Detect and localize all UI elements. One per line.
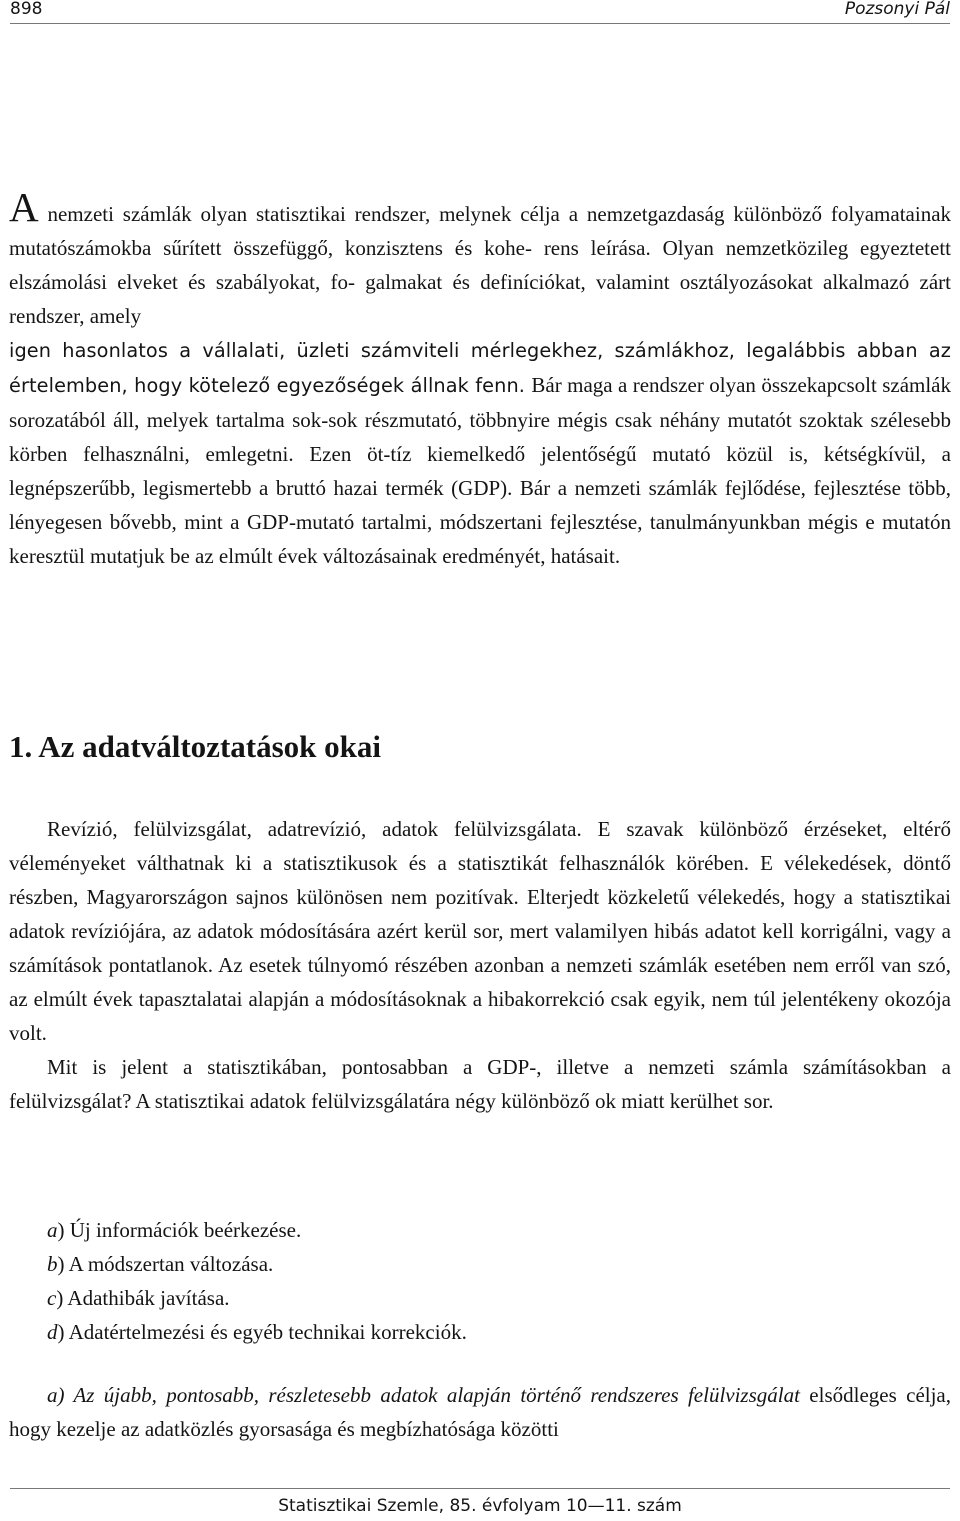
closing-text: elsődleges célja, hogy kezelje az adatközlés gyorsasága és megbízhatósága közötti bbox=[9, 1383, 952, 1441]
intro-line-3: rens leírása. Olyan nemzetközileg egyeztetett elszámolási elveket és szabályokat, fo- bbox=[9, 236, 951, 294]
intro-line-2: különböző folyamatainak mutatószámokba sűrített összefüggő, konzisztens és kohe- bbox=[9, 202, 952, 260]
list-item bbox=[47, 1247, 467, 1281]
running-head-author: Pozsonyi Pál bbox=[844, 0, 950, 19]
list-item-letter: c bbox=[47, 1286, 57, 1310]
list-item-text: ) A módszertan változása. bbox=[57, 1252, 274, 1276]
intro-sans-text: igen hasonlatos a vállalati, üzleti számviteli mérlegekhez, számlákhoz, legalábbis abban az értelemben, hogy kötelező egyezőségek állnak fenn. bbox=[9, 339, 951, 397]
list-item-letter: b bbox=[47, 1252, 58, 1276]
list-item bbox=[47, 1315, 467, 1349]
list-item bbox=[47, 1213, 467, 1247]
list-item-text: ) Új információk beérkezése. bbox=[57, 1218, 302, 1242]
closing-paragraph bbox=[9, 1378, 951, 1446]
journal-citation: Statisztikai Szemle, 85. évfolyam 10—11. szám bbox=[278, 1496, 682, 1516]
list-item-text: ) Adathibák javítása. bbox=[56, 1286, 230, 1310]
intro-serif-text: Bár maga a rendszer olyan összekapcsolt számlák sorozatából áll, melyek tartalma sok-sok részmutató, többnyire mégis csak néhány mutatót szoktak szélesebb körben felhasználni, emlegetni. Ezen öt-tíz kiemelkedő jelentőségű mutató közül is, kétségkívül, a legnépszerűbb, legismertebb a bruttó hazai termék (GDP). Bár a nemzeti számlák fejlődése, fejlesztése több, lényegesen bővebb, mint a GDP-mutató tartalmi, módszertani fejlesztése, tanulmányunkban mégis e mutatón keresztül mutatjuk be az elmúlt évek változásainak eredményét, hatásait. bbox=[9, 373, 952, 568]
intro-paragraph bbox=[9, 184, 952, 573]
header-rule bbox=[10, 23, 950, 24]
footer-rule bbox=[10, 1488, 950, 1489]
page-number: 898 bbox=[10, 0, 43, 19]
section-body bbox=[9, 812, 951, 1118]
list-item bbox=[47, 1281, 467, 1315]
page-footer bbox=[0, 1488, 960, 1521]
running-head bbox=[10, 0, 950, 26]
drop-cap: A bbox=[9, 184, 39, 230]
section-heading: 1. Az adatváltoztatások okai bbox=[9, 729, 381, 764]
closing-italic-lead: a) Az újabb, pontosabb, részletesebb adatok alapján történő rendszeres felülvizsgálat bbox=[47, 1383, 800, 1407]
list-item-letter: a bbox=[47, 1218, 58, 1242]
list-item-text: ) Adatértelmezési és egyéb technikai korrekciók. bbox=[57, 1320, 467, 1344]
list-item-letter: d bbox=[47, 1320, 58, 1344]
intro-line-1: nemzeti számlák olyan statisztikai rendszer, melynek célja a nemzetgazdaság bbox=[47, 202, 725, 226]
intro-line-4: galmakat és definíciókat, valamint osztályozásokat alkalmazó zárt rendszer, amely bbox=[9, 270, 952, 328]
section-paragraph-2: Mit is jelent a statisztikában, pontosabban a GDP-, illetve a nemzeti számla számításokban a felülvizsgálat? A statisztikai adatok felülvizsgálatára négy különböző ok miatt kerülhet sor. bbox=[9, 1055, 951, 1113]
reasons-list bbox=[47, 1213, 467, 1349]
section-paragraph-1: Revízió, felülvizsgálat, adatrevízió, adatok felülvizsgálata. E szavak különböző érzéseket, eltérő véleményeket válthatnak ki a statisztikusok és a statisztikát felhasználók körében. E vélekedések, döntő részben, Magyarországon sajnos különösen nem pozitívak. Elterjedt közkeletű vélekedés, hogy a statisztikai adatok revíziójára, az adatok módosítására azért kerül sor, mert valamilyen hibás adatot kell korrigálni, vagy a számítások pontatlanok. Az esetek túlnyomó részében azonban a nemzeti számlák esetében nem erről van szó, az elmúlt évek tapasztalatai alapján a módosításoknak a hibakorrekció csak egyik, nem túl jelentékeny okozója volt. bbox=[9, 817, 951, 1045]
